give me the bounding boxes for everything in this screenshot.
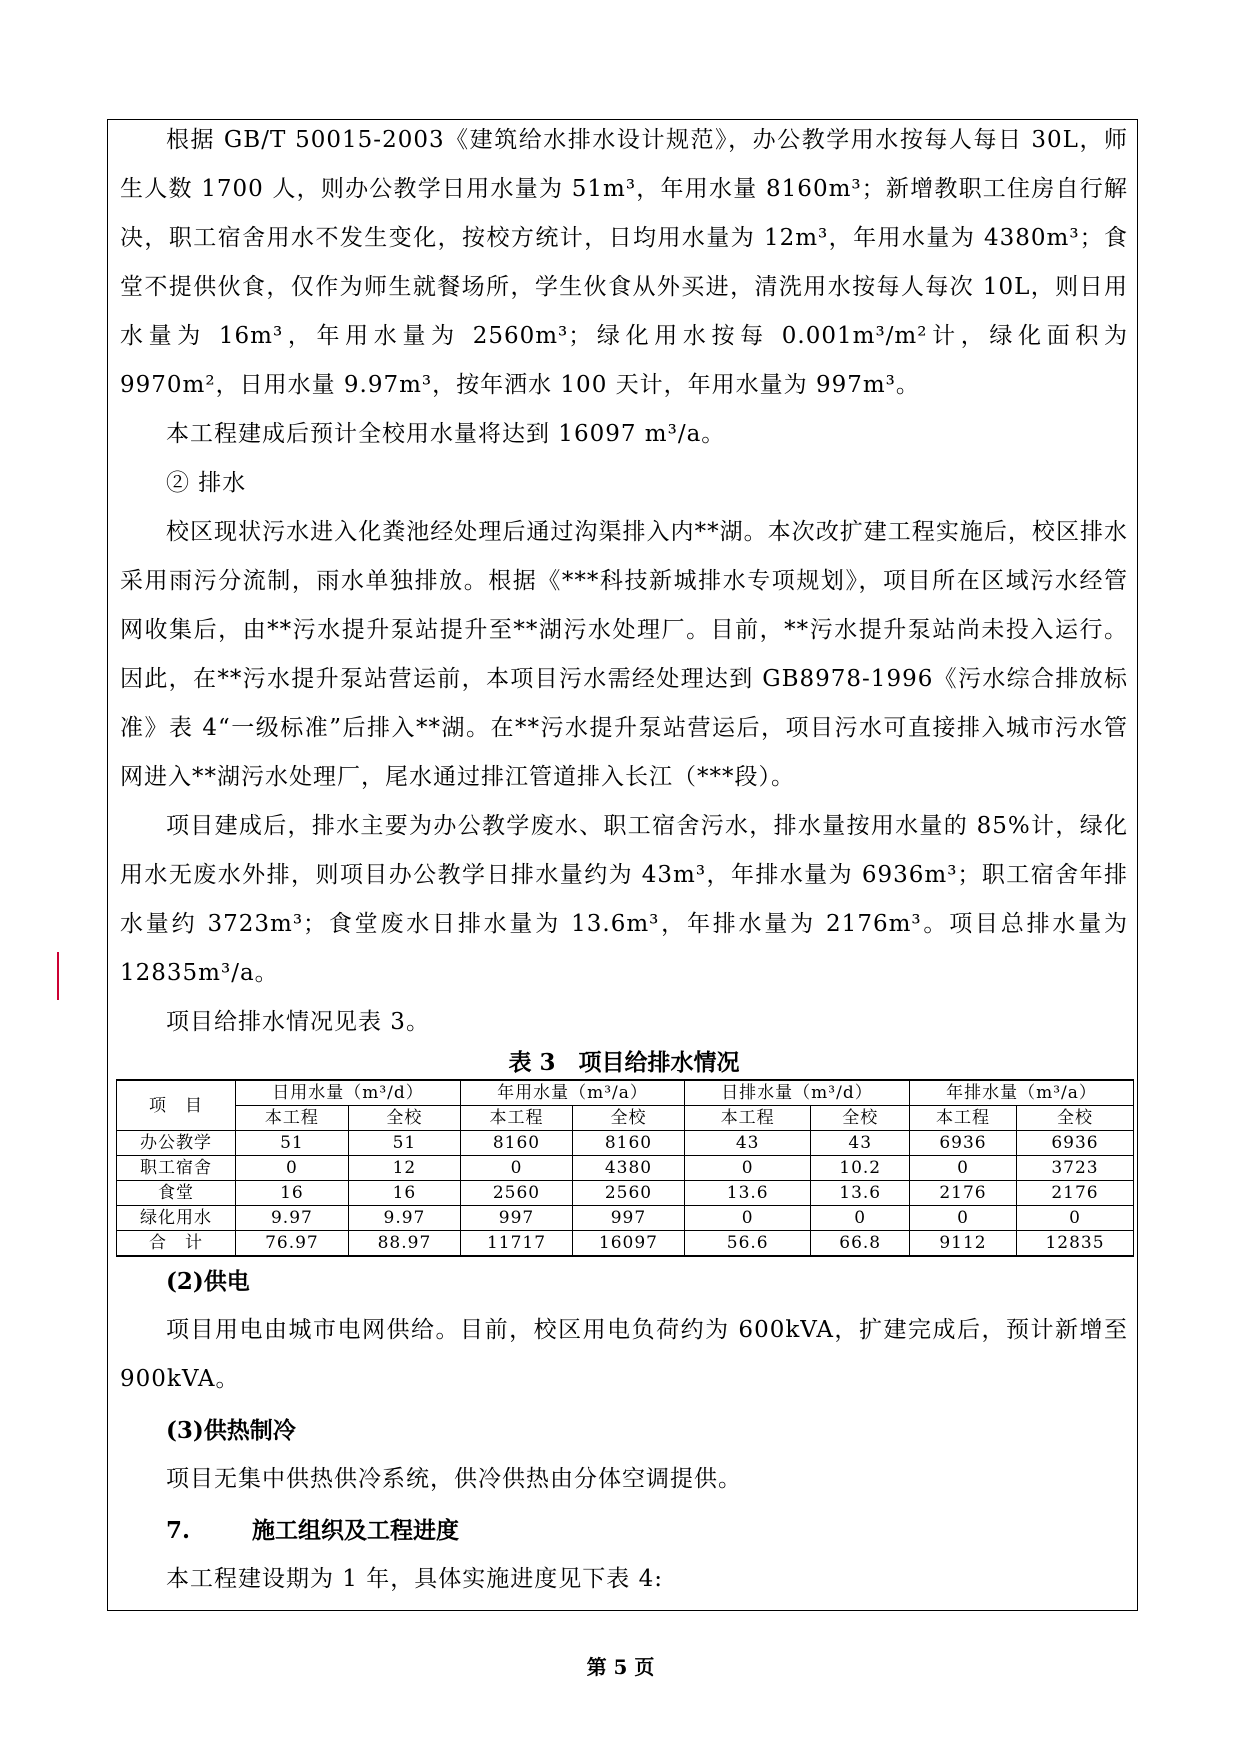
table-cell: 0 <box>461 1156 573 1181</box>
total-water-paragraph: 本工程建成后预计全校用水量将达到 16097 m³/a。 <box>166 421 726 447</box>
table-header-group: 年用水量（m³/a） <box>461 1080 685 1106</box>
table-total-row <box>117 1231 1134 1257</box>
table-cell: 0 <box>909 1206 1016 1231</box>
table-cell: 食堂 <box>117 1181 236 1206</box>
table-cell: 4380 <box>572 1156 684 1181</box>
table-cell: 9.97 <box>236 1206 349 1231</box>
section-7-paragraph: 本工程建设期为 1 年，具体实施进度见下表 4: <box>166 1566 663 1592</box>
table-cell: 2560 <box>572 1181 684 1206</box>
table-cell: 2560 <box>461 1181 573 1206</box>
table-row <box>117 1206 1134 1231</box>
table-cell: 16 <box>348 1181 460 1206</box>
table-title: 表 3 项目给排水情况 <box>508 1049 740 1076</box>
table-header-row <box>117 1080 1134 1106</box>
table-cell: 12835 <box>1016 1231 1133 1257</box>
table-header-group: 日用水量（m³/d） <box>236 1080 461 1106</box>
table-cell: 16097 <box>572 1231 684 1257</box>
table-header-item: 项 目 <box>117 1080 236 1131</box>
table-cell: 9.97 <box>348 1206 460 1231</box>
discharge-paragraph: 项目建成后，排水主要为办公教学废水、职工宿舍污水，排水量按用水量的 85%计，绿化用水无废水外排，则项目办公教学日排水量约为 43m³，年排水量为 6936m³；职工宿舍年排水量约 3723m³；食堂废水日排水量为 13.6m³，年排水量为 2176m³。项目总排水量为 12835m³/a。 <box>120 813 1128 986</box>
table-cell: 997 <box>572 1206 684 1231</box>
table-cell: 2176 <box>909 1181 1016 1206</box>
table-cell: 88.97 <box>348 1231 460 1257</box>
table-cell: 16 <box>236 1181 349 1206</box>
water-supply-paragraph: 根据 GB/T 50015-2003《建筑给水排水设计规范》，办公教学用水按每人每日 30L，师生人数 1700 人，则办公教学日用水量为 51m³，年用水量 8160m³；新增教职工住房自行解决，职工宿舍用水不发生变化，按校方统计，日均用水量为 12m³，年用水量为 4380m³；食堂不提供伙食，仅作为师生就餐场所，学生伙食从外买进，清洗用水按每人每次 10L，则日用水量为 16m³，年用水量为 2560m³；绿化用水按每 0.001m³/m²计，绿化面积为 9970m²，日用水量 9.97m³，按年洒水 100 天计，年用水量为 997m³。 <box>120 127 1128 398</box>
table-cell: 43 <box>811 1131 910 1156</box>
table-cell: 0 <box>684 1156 810 1181</box>
table-subheader-row <box>117 1106 1134 1131</box>
table-subheader: 全校 <box>572 1106 684 1131</box>
table-cell: 11717 <box>461 1231 573 1257</box>
drainage-paragraph: 校区现状污水进入化粪池经处理后通过沟渠排入内**湖。本次改扩建工程实施后，校区排水采用雨污分流制，雨水单独排放。根据《***科技新城排水专项规划》，项目所在区域污水经管网收集后，由**污水提升泵站提升至**湖污水处理厂。目前，**污水提升泵站尚未投入运行。因此，在**污水提升泵站营运前，本项目污水需经处理达到 GB8978-1996《污水综合排放标准》表 4“一级标准”后排入**湖。在**污水提升泵站营运后，项目污水可直接排入城市污水管网进入**湖污水处理厂，尾水通过排江管道排入长江（***段）。 <box>120 519 1128 790</box>
table-cell: 0 <box>811 1206 910 1231</box>
table-row <box>117 1156 1134 1181</box>
margin-marker <box>57 952 59 1000</box>
heat-paragraph: 项目无集中供热供冷系统，供冷供热由分体空调提供。 <box>166 1466 742 1492</box>
table-cell: 51 <box>236 1131 349 1156</box>
table-subheader: 本工程 <box>461 1106 573 1131</box>
table-cell: 43 <box>684 1131 810 1156</box>
table-header-group: 日排水量（m³/d） <box>684 1080 909 1106</box>
table-cell: 56.6 <box>684 1231 810 1257</box>
table-cell: 51 <box>348 1131 460 1156</box>
section-7-heading <box>120 1506 1128 1555</box>
water-table <box>116 1079 1134 1257</box>
table-cell: 0 <box>1016 1206 1133 1231</box>
table-cell: 办公教学 <box>117 1131 236 1156</box>
table-cell: 0 <box>909 1156 1016 1181</box>
drainage-subheading: ② 排水 <box>166 470 247 496</box>
table-cell: 6936 <box>909 1131 1016 1156</box>
power-paragraph: 项目用电由城市电网供给。目前，校区用电负荷约为 600kVA，扩建完成后，预计新增至 900kVA。 <box>120 1317 1128 1392</box>
table-header-group: 年排水量（m³/a） <box>909 1080 1133 1106</box>
section-7-title: 施工组织及工程进度 <box>252 1517 459 1544</box>
table-subheader: 本工程 <box>909 1106 1016 1131</box>
table-row <box>117 1181 1134 1206</box>
table-cell: 12 <box>348 1156 460 1181</box>
table-subheader: 全校 <box>348 1106 460 1131</box>
table-row <box>117 1131 1134 1156</box>
heat-heading: (3)供热制冷 <box>166 1417 296 1444</box>
table-cell: 13.6 <box>684 1181 810 1206</box>
table-cell: 10.2 <box>811 1156 910 1181</box>
table-cell: 8160 <box>572 1131 684 1156</box>
table-cell: 绿化用水 <box>117 1206 236 1231</box>
table-subheader: 本工程 <box>236 1106 349 1131</box>
table-cell: 76.97 <box>236 1231 349 1257</box>
document-body <box>120 116 1128 1604</box>
table-cell: 0 <box>236 1156 349 1181</box>
table-cell: 3723 <box>1016 1156 1133 1181</box>
table-cell: 9112 <box>909 1231 1016 1257</box>
table-subheader: 全校 <box>811 1106 910 1131</box>
table-subheader: 本工程 <box>684 1106 810 1131</box>
table-cell: 66.8 <box>811 1231 910 1257</box>
table-cell: 13.6 <box>811 1181 910 1206</box>
section-7-number: 7. <box>166 1517 191 1544</box>
table-cell: 合 计 <box>117 1231 236 1257</box>
table-cell: 0 <box>684 1206 810 1231</box>
table-subheader: 全校 <box>1016 1106 1133 1131</box>
page-number: 第 5 页 <box>586 1655 655 1679</box>
table-cell: 8160 <box>461 1131 573 1156</box>
table-cell: 997 <box>461 1206 573 1231</box>
power-heading: (2)供电 <box>166 1268 250 1295</box>
table-cell: 职工宿舍 <box>117 1156 236 1181</box>
table-reference-paragraph: 项目给排水情况见表 3。 <box>166 1009 430 1035</box>
table-cell: 6936 <box>1016 1131 1133 1156</box>
table-cell: 2176 <box>1016 1181 1133 1206</box>
